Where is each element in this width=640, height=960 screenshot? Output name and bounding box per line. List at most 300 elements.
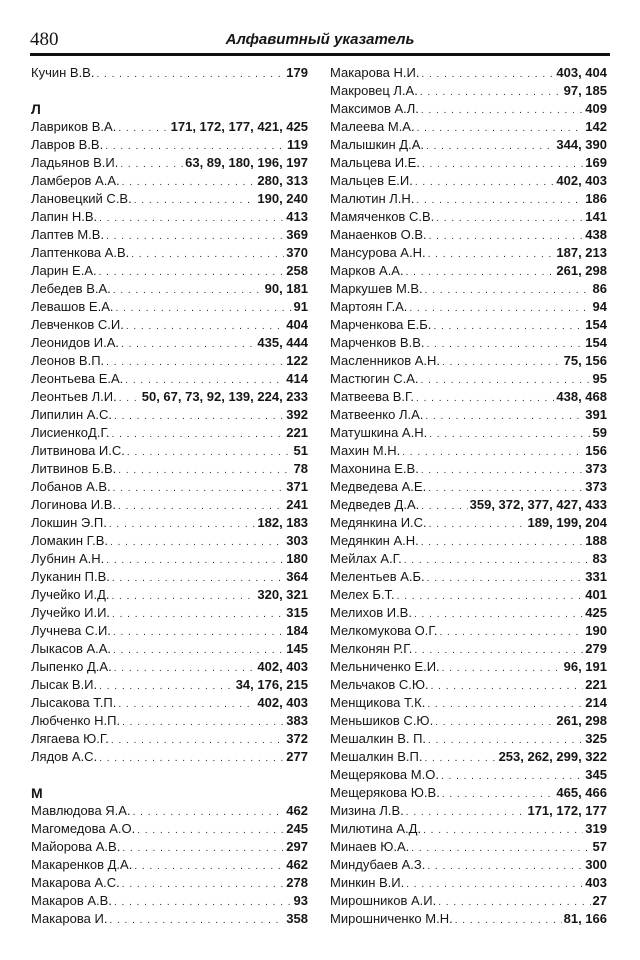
dot-leader xyxy=(134,858,284,874)
entry-pages: 221 xyxy=(286,425,308,440)
dot-leader xyxy=(112,606,284,622)
entry-name: Лаптенкова А.В. xyxy=(31,245,130,260)
entry-name: Логинова И.В. xyxy=(31,497,117,512)
entry-pages: 280, 313 xyxy=(257,173,308,188)
entry-name: Макарова И. xyxy=(31,911,108,926)
entry-pages: 300 xyxy=(585,857,607,872)
index-entry xyxy=(31,658,308,676)
index-entry xyxy=(31,478,308,496)
index-entry xyxy=(330,208,607,226)
dot-leader xyxy=(134,192,256,208)
dot-leader xyxy=(425,282,591,298)
entry-name: Лаптев М.В. xyxy=(31,227,105,242)
index-entry xyxy=(31,838,308,856)
entry-name: Леонидов И.А. xyxy=(31,335,120,350)
entry-name: Лягаева Ю.Г. xyxy=(31,731,109,746)
dot-leader xyxy=(431,678,584,694)
dot-leader xyxy=(415,174,555,190)
dot-leader xyxy=(106,552,284,568)
entry-name: Макарова Н.И. xyxy=(330,65,420,80)
index-entry xyxy=(31,604,308,622)
index-entry xyxy=(31,244,308,262)
index-entry xyxy=(330,460,607,478)
entry-name: Лысакова Т.П. xyxy=(31,695,117,710)
entry-pages: 90, 181 xyxy=(264,281,308,296)
dot-leader xyxy=(425,408,583,424)
index-entry xyxy=(330,514,607,532)
entry-name: ЛисиенкоД.Г. xyxy=(31,425,110,440)
index-entry xyxy=(31,874,308,892)
entry-pages: 241 xyxy=(286,497,308,512)
dot-leader xyxy=(105,138,285,154)
index-entry xyxy=(330,766,607,784)
dot-leader xyxy=(427,570,584,586)
entry-name: Махонина Е.В. xyxy=(330,461,419,476)
entry-name: Ломакин Г.В. xyxy=(31,533,109,548)
dot-leader xyxy=(133,804,285,820)
index-entry xyxy=(330,496,607,514)
entry-name: Меньшиков С.Ю. xyxy=(330,713,434,728)
dot-leader xyxy=(99,678,234,694)
entry-pages: 320, 321 xyxy=(257,587,308,602)
index-entry xyxy=(330,802,607,820)
entry-name: Мартоян Г.А. xyxy=(330,299,408,314)
dot-leader xyxy=(99,750,284,766)
entry-pages: 75, 156 xyxy=(563,353,607,368)
index-entry xyxy=(330,748,607,766)
page-header xyxy=(30,29,610,51)
entry-pages: 373 xyxy=(585,461,607,476)
entry-name: Медянкин А.Н. xyxy=(330,533,419,548)
dot-leader xyxy=(114,660,256,676)
entry-name: Максимов А.Л. xyxy=(330,101,419,116)
index-entry xyxy=(330,658,607,676)
index-entry xyxy=(330,334,607,352)
dot-leader xyxy=(114,408,284,424)
index-entry xyxy=(330,586,607,604)
entry-name: Лавров В.В. xyxy=(31,137,104,152)
index-entry xyxy=(31,136,308,154)
index-entry xyxy=(330,892,607,910)
dot-leader xyxy=(422,156,583,172)
dot-leader xyxy=(122,840,284,856)
index-entry xyxy=(31,640,308,658)
section-gap xyxy=(31,82,308,100)
dot-leader xyxy=(455,912,562,928)
entry-name: Ладьянов В.И. xyxy=(31,155,119,170)
entry-name: Медведева А.Е. xyxy=(330,479,427,494)
index-entry xyxy=(330,532,607,550)
index-entry xyxy=(330,478,607,496)
index-entry xyxy=(330,424,607,442)
entry-pages: 438, 468 xyxy=(556,389,607,404)
dot-leader xyxy=(429,426,590,442)
index-entry xyxy=(330,388,607,406)
dot-leader xyxy=(114,894,292,910)
dot-leader xyxy=(416,192,583,208)
index-entry xyxy=(330,370,607,388)
entry-pages: 370 xyxy=(286,245,308,260)
entry-pages: 315 xyxy=(286,605,308,620)
dot-leader xyxy=(423,822,583,838)
dot-leader xyxy=(137,822,284,838)
dot-leader xyxy=(112,426,285,442)
entry-pages: 95 xyxy=(592,371,607,386)
index-entry xyxy=(31,442,308,460)
entry-name: Мельниченко Е.И. xyxy=(330,659,440,674)
dot-leader xyxy=(421,66,554,82)
index-entry xyxy=(31,802,308,820)
entry-name: Макаров А.В. xyxy=(31,893,112,908)
entry-name: Мелех Б.Т. xyxy=(330,587,395,602)
entry-name: Мешалкин В.П. xyxy=(330,749,423,764)
entry-pages: 425 xyxy=(585,605,607,620)
dot-leader xyxy=(426,336,583,352)
entry-pages: 169 xyxy=(585,155,607,170)
entry-pages: 403, 404 xyxy=(556,65,607,80)
entry-pages: 402, 403 xyxy=(556,173,607,188)
entry-pages: 156 xyxy=(585,443,607,458)
index-entry xyxy=(330,244,607,262)
index-entry xyxy=(31,352,308,370)
index-entry xyxy=(31,712,308,730)
entry-name: Макаренков Д.А. xyxy=(31,857,133,872)
entry-pages: 96, 191 xyxy=(563,659,607,674)
dot-leader xyxy=(125,372,284,388)
entry-pages: 465, 466 xyxy=(556,785,607,800)
dot-leader xyxy=(112,588,256,604)
dot-leader xyxy=(122,876,285,892)
index-entry xyxy=(31,514,308,532)
index-entry xyxy=(31,190,308,208)
running-title: Алфавитный указатель xyxy=(225,31,415,48)
entry-name: Лыпенко Д.А. xyxy=(31,659,112,674)
entry-name: Леонтьев Л.И. xyxy=(31,389,117,404)
index-entry xyxy=(31,388,308,406)
dot-leader xyxy=(118,462,291,478)
entry-name: Лучнева С.И. xyxy=(31,623,111,638)
entry-pages: 279 xyxy=(585,641,607,656)
index-column-right xyxy=(330,64,607,928)
entry-name: Марков А.А. xyxy=(330,263,404,278)
entry-name: Литвинов Б.В. xyxy=(31,461,117,476)
entry-name: Малышкин Д.А. xyxy=(330,137,425,152)
dot-leader xyxy=(404,552,591,568)
entry-name: Мальцева И.Е. xyxy=(330,155,420,170)
dot-leader xyxy=(429,516,526,532)
entry-name: Мейлах А.Г. xyxy=(330,551,402,566)
entry-name: Лапин Н.В. xyxy=(31,209,98,224)
index-entry xyxy=(330,280,607,298)
entry-name: Марченкова Е.Б. xyxy=(330,317,432,332)
dot-leader xyxy=(127,444,292,460)
entry-pages: 391 xyxy=(585,407,607,422)
index-entry xyxy=(330,226,607,244)
index-entry xyxy=(31,406,308,424)
dot-leader xyxy=(427,858,583,874)
entry-name: Лучейко И.Д. xyxy=(31,587,110,602)
entry-name: Мизина Л.В. xyxy=(330,803,404,818)
entry-name: Лыкасов А.А. xyxy=(31,641,112,656)
entry-name: Левченков С.И. xyxy=(31,317,124,332)
index-entry xyxy=(330,118,607,136)
entry-pages: 278 xyxy=(286,875,308,890)
entry-name: Лавриков В.А. xyxy=(31,119,117,134)
entry-name: Магомедова А.О. xyxy=(31,821,136,836)
index-entry xyxy=(330,550,607,568)
index-entry xyxy=(330,136,607,154)
index-entry xyxy=(330,820,607,838)
entry-name: Мешалкин В. П. xyxy=(330,731,427,746)
dot-leader xyxy=(421,498,467,514)
entry-pages: 81, 166 xyxy=(563,911,607,926)
entry-pages: 154 xyxy=(585,317,607,332)
index-entry xyxy=(330,298,607,316)
entry-pages: 438 xyxy=(585,227,607,242)
entry-name: Мельчаков С.Ю. xyxy=(330,677,429,692)
entry-name: Мансурова А.Н. xyxy=(330,245,426,260)
entry-pages: 261, 298 xyxy=(556,713,607,728)
index-entry xyxy=(31,118,308,136)
entry-name: Медведев Д.А. xyxy=(330,497,420,512)
dot-leader xyxy=(113,624,284,640)
dot-leader xyxy=(442,660,562,676)
index-entry xyxy=(31,568,308,586)
index-entry xyxy=(31,730,308,748)
index-entry xyxy=(330,604,607,622)
entry-pages: 414 xyxy=(286,371,308,386)
index-entry xyxy=(330,874,607,892)
dot-leader xyxy=(427,696,583,712)
entry-pages: 258 xyxy=(286,263,308,278)
entry-pages: 83 xyxy=(592,551,607,566)
index-entry xyxy=(330,82,607,100)
header-rule xyxy=(30,53,610,56)
dot-leader xyxy=(421,102,583,118)
dot-leader xyxy=(421,534,584,550)
entry-name: Лысак В.И. xyxy=(31,677,98,692)
entry-name: Липилин А.С. xyxy=(31,407,113,422)
entry-pages: 190 xyxy=(585,623,607,638)
index-entry xyxy=(330,856,607,874)
entry-pages: 50, 67, 73, 92, 139, 224, 233 xyxy=(141,389,308,404)
dot-leader xyxy=(439,624,583,640)
entry-name: Леонов В.П. xyxy=(31,353,105,368)
index-entry xyxy=(330,676,607,694)
index-entry xyxy=(31,208,308,226)
index-entry xyxy=(330,154,607,172)
index-entry xyxy=(330,442,607,460)
dot-leader xyxy=(113,282,263,298)
entry-pages: 319 xyxy=(585,821,607,836)
dot-leader xyxy=(417,120,584,136)
index-entry xyxy=(31,496,308,514)
section-letter: Л xyxy=(31,101,41,117)
entry-name: Локшин Э.П. xyxy=(31,515,107,530)
dot-leader xyxy=(442,786,555,802)
entry-name: Леонтьева Е.А. xyxy=(31,371,124,386)
dot-leader xyxy=(113,480,285,496)
dot-leader xyxy=(119,390,140,406)
dot-leader xyxy=(122,174,256,190)
index-entry xyxy=(31,370,308,388)
entry-pages: 372 xyxy=(286,731,308,746)
entry-pages: 404 xyxy=(286,317,308,332)
entry-pages: 383 xyxy=(286,713,308,728)
entry-name: Макровец Л.А. xyxy=(330,83,418,98)
index-entry xyxy=(31,262,308,280)
entry-pages: 413 xyxy=(286,209,308,224)
entry-pages: 86 xyxy=(592,281,607,296)
entry-name: Медянкина И.С. xyxy=(330,515,427,530)
entry-pages: 154 xyxy=(585,335,607,350)
index-entry xyxy=(330,730,607,748)
index-entry xyxy=(31,622,308,640)
index-entry xyxy=(330,838,607,856)
dot-leader xyxy=(131,246,284,262)
entry-name: Мирошников А.И. xyxy=(330,893,437,908)
dot-leader xyxy=(397,588,584,604)
entry-name: Левашов Е.А. xyxy=(31,299,114,314)
index-entry xyxy=(330,568,607,586)
entry-name: Минкин В.И. xyxy=(330,875,405,890)
section-letter: М xyxy=(31,785,43,801)
entry-name: Миндубаев А.З. xyxy=(330,857,426,872)
index-entry xyxy=(31,550,308,568)
index-entry xyxy=(330,190,607,208)
entry-pages: 359, 372, 377, 427, 433 xyxy=(469,497,607,512)
entry-name: Малеева М.А. xyxy=(330,119,415,134)
entry-pages: 392 xyxy=(286,407,308,422)
dot-leader xyxy=(428,480,583,496)
dot-leader xyxy=(426,138,554,154)
entry-name: Манаенков О.В. xyxy=(330,227,427,242)
dot-leader xyxy=(120,156,183,172)
dot-leader xyxy=(420,84,562,100)
index-entry xyxy=(31,334,308,352)
index-entry xyxy=(31,892,308,910)
entry-name: Мелкомукова О.Г. xyxy=(330,623,438,638)
entry-name: Лобанов А.В. xyxy=(31,479,111,494)
index-entry xyxy=(330,784,607,802)
dot-leader xyxy=(406,264,555,280)
entry-name: Мальцев Е.И. xyxy=(330,173,413,188)
entry-name: Мещерякова М.О. xyxy=(330,767,439,782)
entry-pages: 435, 444 xyxy=(257,335,308,350)
dot-leader xyxy=(424,750,496,766)
index-entry xyxy=(330,64,607,82)
dot-leader xyxy=(416,390,554,406)
entry-pages: 331 xyxy=(585,569,607,584)
index-entry xyxy=(330,262,607,280)
dot-leader xyxy=(116,300,292,316)
entry-pages: 364 xyxy=(286,569,308,584)
dot-leader xyxy=(409,300,590,316)
entry-name: Лановецкий С.В. xyxy=(31,191,132,206)
index-entry xyxy=(330,100,607,118)
index-entry xyxy=(31,172,308,190)
index-entry xyxy=(31,316,308,334)
entry-name: Ламберов А.А. xyxy=(31,173,120,188)
entry-pages: 214 xyxy=(585,695,607,710)
dot-leader xyxy=(118,696,255,712)
entry-pages: 373 xyxy=(585,479,607,494)
entry-pages: 403 xyxy=(585,875,607,890)
entry-pages: 34, 176, 215 xyxy=(235,677,308,692)
entry-pages: 190, 240 xyxy=(257,191,308,206)
index-entry xyxy=(330,352,607,370)
entry-name: Лучейко И.И. xyxy=(31,605,111,620)
entry-name: Мавлюдова Я.А. xyxy=(31,803,131,818)
dot-leader xyxy=(433,318,583,334)
entry-name: Мелихов И.В. xyxy=(330,605,412,620)
dot-leader xyxy=(110,534,284,550)
entry-pages: 371 xyxy=(286,479,308,494)
index-entry xyxy=(31,298,308,316)
dot-leader xyxy=(106,228,284,244)
entry-pages: 297 xyxy=(286,839,308,854)
index-entry xyxy=(31,856,308,874)
dot-leader xyxy=(109,516,256,532)
entry-name: Мамяченков С.В. xyxy=(330,209,435,224)
entry-pages: 325 xyxy=(585,731,607,746)
index-entry xyxy=(31,748,308,766)
entry-pages: 63, 89, 180, 196, 197 xyxy=(185,155,308,170)
index-entry xyxy=(330,622,607,640)
entry-name: Лубнин А.Н. xyxy=(31,551,105,566)
entry-pages: 221 xyxy=(585,677,607,692)
entry-pages: 145 xyxy=(286,641,308,656)
entry-name: Матвеева В.Г. xyxy=(330,389,415,404)
entry-name: Матушкина А.Н. xyxy=(330,425,428,440)
index-entry xyxy=(31,586,308,604)
entry-pages: 119 xyxy=(287,137,308,152)
entry-pages: 91 xyxy=(293,299,308,314)
dot-leader xyxy=(99,210,284,226)
entry-name: Любченко Н.П. xyxy=(31,713,121,728)
dot-leader xyxy=(99,264,285,280)
entry-pages: 253, 262, 299, 322 xyxy=(498,749,607,764)
entry-name: Луканин П.В. xyxy=(31,569,110,584)
dot-leader xyxy=(435,714,554,730)
index-entry xyxy=(31,694,308,712)
entry-name: Масленников А.Н. xyxy=(330,353,441,368)
index-column-left xyxy=(31,64,308,928)
entry-name: Мелконян Р.Г. xyxy=(330,641,413,656)
entry-pages: 188 xyxy=(585,533,607,548)
entry-pages: 462 xyxy=(286,803,308,818)
index-entry xyxy=(31,910,308,928)
index-entry xyxy=(31,820,308,838)
index-entry xyxy=(31,532,308,550)
entry-pages: 261, 298 xyxy=(556,263,607,278)
entry-pages: 401 xyxy=(585,587,607,602)
entry-pages: 345 xyxy=(585,767,607,782)
entry-pages: 179 xyxy=(286,65,308,80)
entry-name: Минаев Ю.А. xyxy=(330,839,410,854)
entry-pages: 402, 403 xyxy=(257,659,308,674)
dot-leader xyxy=(428,732,583,748)
entry-name: Мещерякова Ю.В. xyxy=(330,785,440,800)
dot-leader xyxy=(429,228,584,244)
entry-pages: 57 xyxy=(592,839,607,854)
entry-name: Маркушев М.В. xyxy=(330,281,423,296)
entry-pages: 402, 403 xyxy=(257,695,308,710)
index-entry xyxy=(330,694,607,712)
index-entry xyxy=(31,460,308,478)
index-entry xyxy=(31,424,308,442)
entry-pages: 122 xyxy=(286,353,308,368)
